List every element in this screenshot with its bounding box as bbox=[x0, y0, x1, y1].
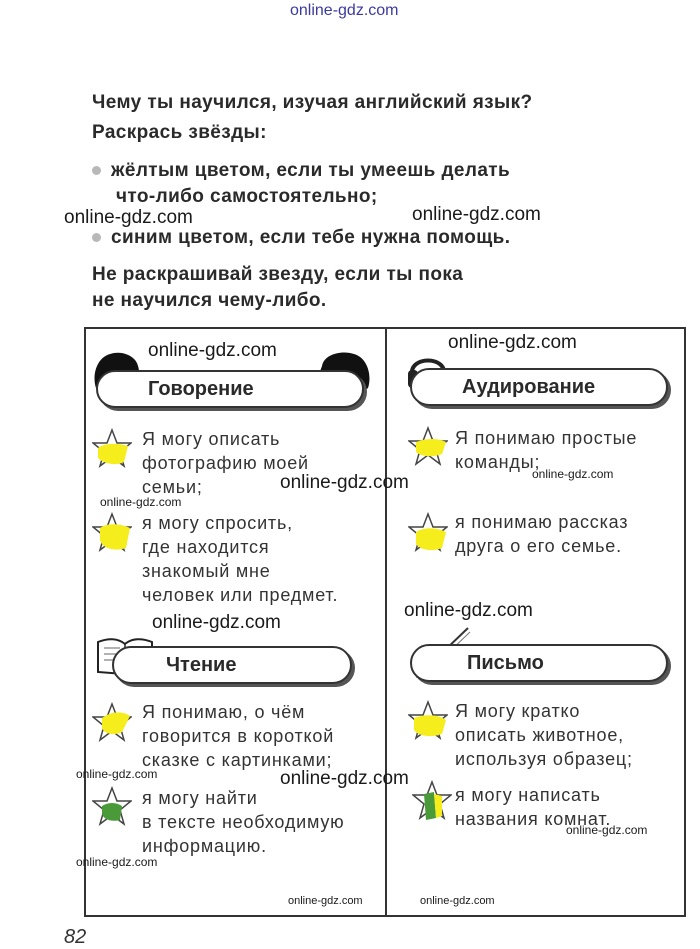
watermark: online-gdz.com bbox=[100, 495, 182, 509]
item-line: названия комнат. bbox=[455, 809, 612, 829]
watermark: online-gdz.com bbox=[148, 340, 277, 361]
reading-title: Чтение bbox=[166, 654, 237, 676]
reading-item-1 bbox=[142, 700, 334, 772]
listening-header bbox=[410, 368, 668, 406]
item-line: фотографию моей bbox=[142, 453, 309, 473]
speaking-title: Говорение bbox=[148, 378, 254, 400]
speaking-star-1[interactable] bbox=[92, 428, 132, 468]
writing-star-2[interactable] bbox=[412, 780, 452, 820]
intro-note-line1: Не раскрашивай звезду, если ты пока bbox=[92, 264, 464, 285]
item-line: используя образец; bbox=[455, 749, 633, 769]
column-divider bbox=[385, 327, 387, 917]
listening-item-2 bbox=[455, 510, 628, 558]
intro-bullet-yellow-cont: что-либо самостоятельно; bbox=[116, 186, 378, 207]
item-line: я могу написать bbox=[455, 785, 601, 805]
speaking-item-2 bbox=[142, 511, 338, 607]
item-line: описать животное, bbox=[455, 725, 624, 745]
intro-note-line2: не научился чему-либо. bbox=[92, 290, 327, 311]
listening-title: Аудирование bbox=[462, 376, 596, 398]
watermark: online-gdz.com bbox=[404, 600, 533, 621]
bullet-text: синим цветом, если тебе нужна помощь. bbox=[111, 227, 511, 248]
watermark: online-gdz.com bbox=[532, 467, 614, 481]
item-line: Я могу кратко bbox=[455, 701, 581, 721]
bullet-dot bbox=[92, 233, 101, 242]
item-line: знакомый мне bbox=[142, 561, 271, 581]
intro-question: Чему ты научился, изучая английский язык? bbox=[92, 92, 533, 113]
watermark: online-gdz.com bbox=[448, 332, 577, 353]
reading-star-1[interactable] bbox=[92, 702, 132, 742]
item-line: семьи; bbox=[142, 477, 203, 497]
item-line: Я могу описать bbox=[142, 429, 281, 449]
reading-item-2 bbox=[142, 786, 344, 858]
speaking-header bbox=[96, 370, 364, 408]
watermark: online-gdz.com bbox=[76, 855, 158, 869]
listening-star-1[interactable] bbox=[408, 426, 448, 466]
writing-title: Письмо bbox=[467, 652, 544, 674]
item-line: говорится в короткой bbox=[142, 726, 335, 746]
item-line: я могу найти bbox=[142, 788, 258, 808]
item-line: в тексте необходимую bbox=[142, 812, 345, 832]
watermark: online-gdz.com bbox=[280, 472, 409, 493]
watermark: online-gdz.com bbox=[280, 768, 409, 789]
item-line: сказке с картинками; bbox=[142, 750, 333, 770]
writing-star-1[interactable] bbox=[408, 700, 448, 740]
item-line: где находится bbox=[142, 537, 270, 557]
writing-header bbox=[410, 644, 668, 682]
intro-bullet-blue bbox=[92, 227, 510, 249]
watermark: online-gdz.com bbox=[566, 823, 648, 837]
watermark: online-gdz.com bbox=[64, 207, 193, 228]
bullet-dot bbox=[92, 166, 101, 175]
speaking-star-2[interactable] bbox=[92, 512, 132, 552]
item-line: я могу спросить, bbox=[142, 513, 293, 533]
watermark: online-gdz.com bbox=[420, 895, 495, 907]
item-line: информацию. bbox=[142, 836, 267, 856]
intro-instruction: Раскрась звёзды: bbox=[92, 122, 267, 143]
item-line: человек или предмет. bbox=[142, 585, 339, 605]
watermark-top: online-gdz.com bbox=[290, 2, 399, 19]
reading-header bbox=[112, 646, 352, 684]
intro-bullet-yellow bbox=[92, 160, 510, 182]
reading-star-2[interactable] bbox=[92, 786, 132, 826]
page-number: 82 bbox=[64, 926, 87, 948]
watermark: online-gdz.com bbox=[288, 895, 363, 907]
watermark: online-gdz.com bbox=[412, 204, 541, 225]
item-line: Я понимаю простые bbox=[455, 428, 638, 448]
listening-star-2[interactable] bbox=[408, 512, 448, 552]
bullet-text: жёлтым цветом, если ты умеешь делать bbox=[111, 160, 511, 181]
watermark: online-gdz.com bbox=[152, 612, 281, 633]
watermark: online-gdz.com bbox=[76, 767, 158, 781]
item-line: Я понимаю, о чём bbox=[142, 702, 306, 722]
item-line: команды; bbox=[455, 452, 541, 472]
item-line: я понимаю рассказ bbox=[455, 512, 629, 532]
writing-item-1 bbox=[455, 699, 633, 771]
item-line: друга о его семье. bbox=[455, 536, 622, 556]
